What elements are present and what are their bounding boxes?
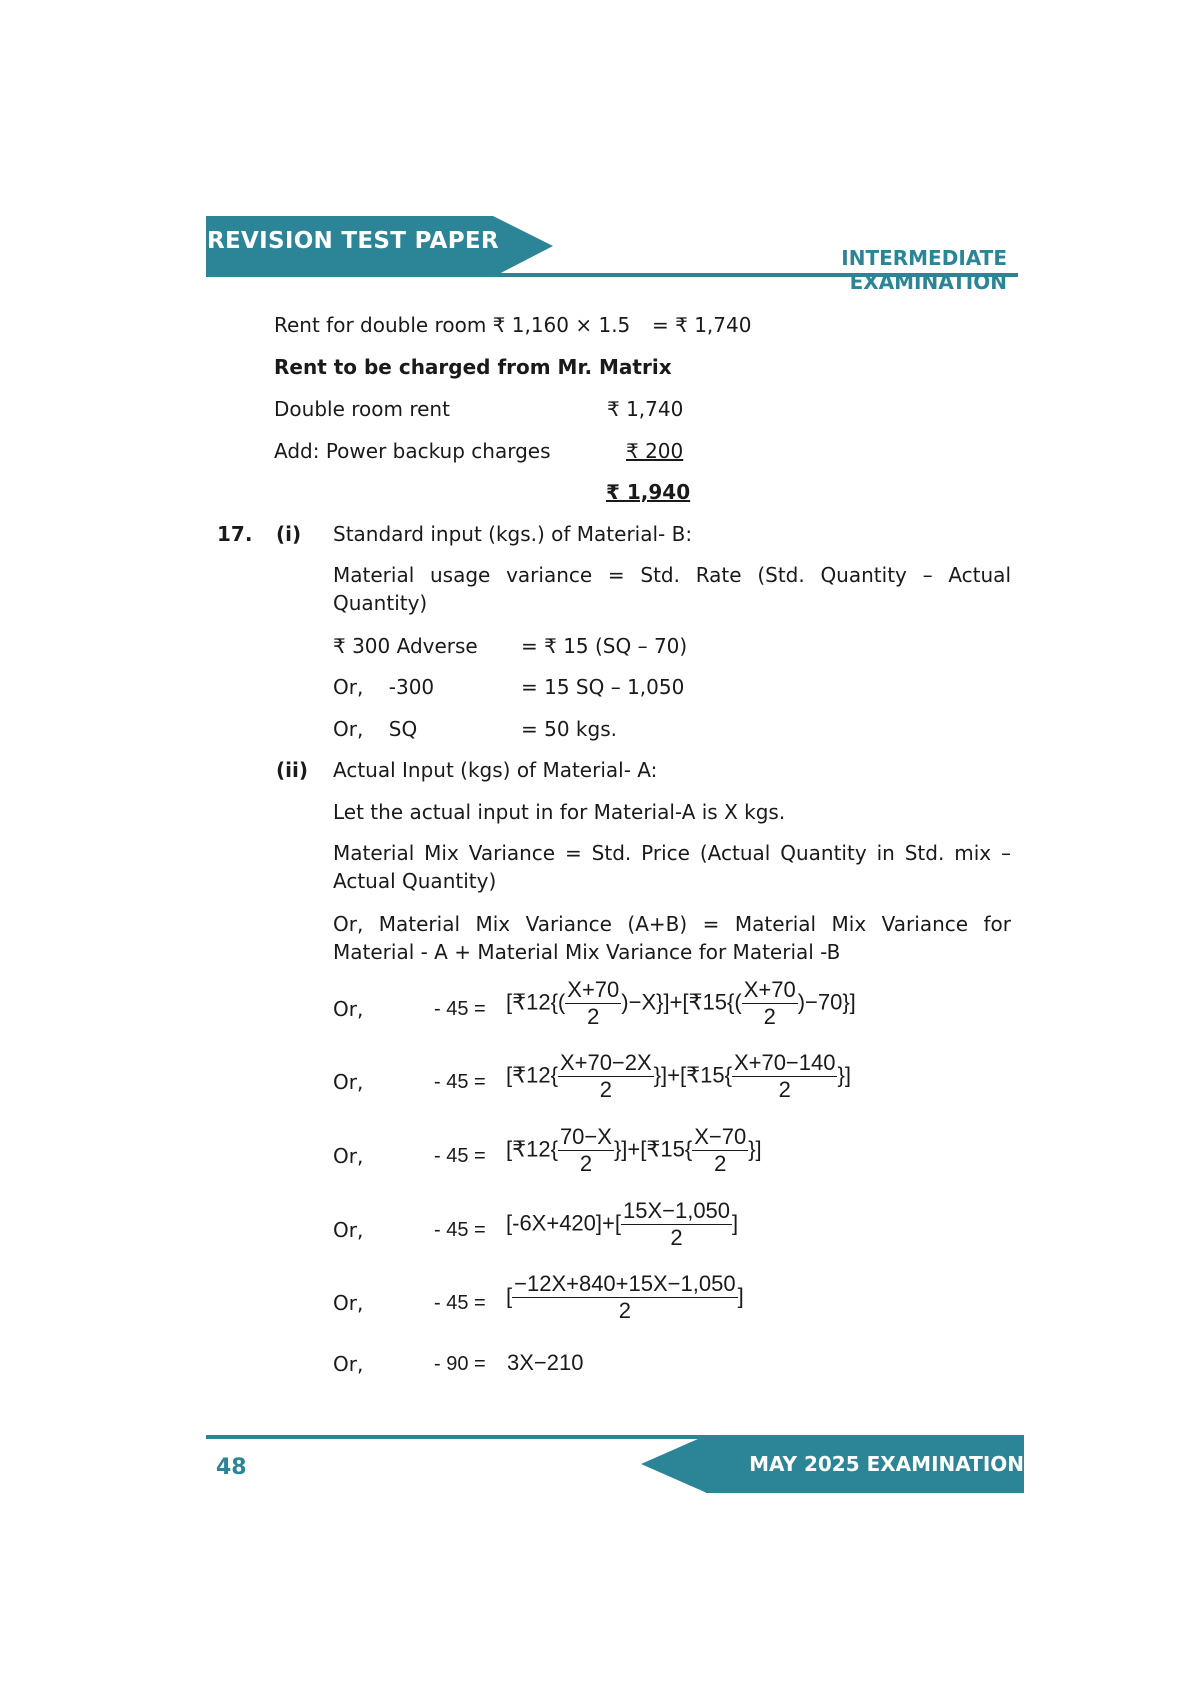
- eq2-part3: }]: [837, 1062, 851, 1088]
- step-i-1-right: = ₹ 15 (SQ – 70): [521, 634, 688, 658]
- rent-row-double-value: ₹ 1,740: [607, 397, 684, 421]
- eq3-part2: }]+[₹15{: [613, 1136, 693, 1162]
- eq1-or: Or,: [333, 997, 364, 1021]
- eq5-denominator-1: 2: [618, 1298, 631, 1323]
- eq1-part1: [₹12{(: [506, 989, 566, 1015]
- eq3-denominator-1: 2: [579, 1151, 593, 1176]
- eq1-part2: )−X}]+[₹15{(: [621, 989, 742, 1015]
- eq1-denominator-1: 2: [587, 1004, 600, 1029]
- eq4-denominator-1: 2: [670, 1225, 683, 1250]
- equation-2: [506, 1050, 851, 1103]
- eq1-fraction-1: [565, 977, 621, 1030]
- header-arrow: [493, 216, 553, 277]
- eq3-part1: [₹12{: [506, 1136, 558, 1162]
- rent-double-room-label: Rent for double room ₹ 1,160 × 1.5: [274, 313, 631, 337]
- part-ii-label: (ii): [276, 758, 308, 782]
- eq4-part1: [-6X+420]+[: [506, 1210, 621, 1236]
- step-i-3-right: = 50 kgs.: [521, 717, 617, 741]
- rent-total: ₹ 1,940: [606, 480, 691, 504]
- eq1-denominator-2: 2: [763, 1004, 776, 1029]
- eq1-numerator-2: X+70: [743, 977, 796, 1002]
- question-number: 17.: [217, 522, 253, 546]
- footer-arrow: [641, 1435, 707, 1493]
- eq5-lhs: - 45 =: [434, 1292, 486, 1314]
- eq3-numerator-1: 70−X: [559, 1124, 612, 1149]
- eq1-part3: )−70}]: [797, 989, 856, 1015]
- part-ii-title: Actual Input (kgs) of Material- A:: [333, 758, 658, 782]
- eq5-part2: ]: [737, 1283, 744, 1309]
- eq5-fraction-1: [512, 1271, 737, 1324]
- step-i-2-left: Or, -300: [333, 675, 435, 699]
- eq2-numerator-1: X+70−2X: [559, 1050, 652, 1075]
- eq2-numerator-2: X+70−140: [733, 1050, 836, 1075]
- eq2-lhs: - 45 =: [434, 1071, 486, 1093]
- eq3-fraction-1: [558, 1124, 614, 1177]
- mix-variance-formula: Material Mix Variance = Std. Price (Actual Quantity in Std. mix – Actual Quantity): [333, 841, 1011, 893]
- eq1-lhs: - 45 =: [434, 998, 486, 1020]
- eq3-denominator-2: 2: [714, 1151, 727, 1176]
- eq6-lhs: - 90 =: [434, 1353, 486, 1375]
- eq2-part2: }]+[₹15{: [653, 1062, 732, 1088]
- eq4-or: Or,: [333, 1218, 364, 1242]
- rent-row-power-label: Add: Power backup charges: [274, 439, 551, 463]
- part-i-label: (i): [276, 522, 302, 546]
- eq4-lhs: - 45 =: [434, 1219, 486, 1241]
- rent-double-room-value: = ₹ 1,740: [652, 313, 752, 337]
- eq2-fraction-2: [732, 1050, 838, 1103]
- step-i-3-left: Or, SQ: [333, 717, 418, 741]
- step-i-1-left: ₹ 300 Adverse: [333, 634, 478, 658]
- equation-6: 3X−210: [507, 1350, 584, 1375]
- eq1-fraction-2: [742, 977, 798, 1030]
- eq4-part2: ]: [732, 1210, 739, 1236]
- equation-3: [506, 1124, 762, 1177]
- rent-row-double-label: Double room rent: [274, 397, 450, 421]
- header-title: REVISION TEST PAPER: [207, 228, 499, 254]
- eq4-numerator-1: 15X−1,050: [622, 1198, 731, 1223]
- mix-variance-breakdown: Or, Material Mix Variance (A+B) = Material Mix Variance for Material - A + Material Mix Variance for Material -B: [333, 912, 1011, 964]
- rent-heading: Rent to be charged from Mr. Matrix: [274, 355, 672, 379]
- footer-exam-name: MAY 2025 EXAMINATION: [749, 1452, 1024, 1476]
- equation-5: [506, 1271, 744, 1324]
- rent-row-power-value: ₹ 200: [626, 439, 684, 463]
- let-statement: Let the actual input in for Material-A is X kgs.: [333, 800, 786, 824]
- eq2-denominator-2: 2: [778, 1077, 791, 1102]
- part-i-title: Standard input (kgs.) of Material- B:: [333, 522, 693, 546]
- eq3-lhs: - 45 =: [434, 1145, 486, 1167]
- eq2-fraction-1: [558, 1050, 654, 1103]
- eq4-fraction-1: [621, 1198, 732, 1251]
- eq3-numerator-2: X−70: [694, 1124, 747, 1149]
- eq2-part1: [₹12{: [506, 1062, 558, 1088]
- eq6-or: Or,: [333, 1352, 364, 1376]
- eq5-or: Or,: [333, 1291, 364, 1315]
- eq3-part3: }]: [748, 1136, 762, 1162]
- eq3-fraction-2: [692, 1124, 748, 1177]
- eq3-or: Or,: [333, 1144, 364, 1168]
- equation-4: [506, 1198, 738, 1251]
- header-exam-name: INTERMEDIATE EXAMINATION: [841, 246, 1007, 294]
- eq1-numerator-1: X+70: [567, 977, 620, 1002]
- eq2-denominator-1: 2: [599, 1077, 612, 1102]
- step-i-2-right: = 15 SQ – 1,050: [521, 675, 685, 699]
- eq5-numerator-1: −12X+840+15X−1,050: [514, 1271, 736, 1296]
- eq5-part1: [: [506, 1283, 513, 1309]
- eq2-or: Or,: [333, 1070, 364, 1094]
- equation-1: [506, 977, 856, 1030]
- usage-variance-formula: Material usage variance = Std. Rate (Std. Quantity – Actual Quantity): [333, 563, 1011, 615]
- page-number: 48: [216, 1455, 247, 1480]
